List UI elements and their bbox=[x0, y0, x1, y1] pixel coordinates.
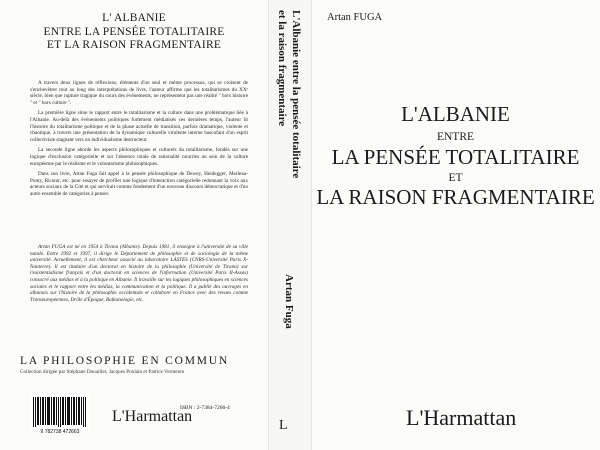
publisher-logo-text: L'Harmattan bbox=[112, 408, 193, 425]
front-author: Artan FUGA bbox=[327, 12, 383, 23]
spine-author: Artan Fuga bbox=[283, 274, 295, 329]
spine-title bbox=[275, 10, 303, 178]
author-bio-text: Artan FUGA est né en 1954 à Tirana (Albanie). Depuis 1981, il enseigne à l'université de sa ville natale. Entre 1992 et 1997, il dirige le Département de philosophie et de sociologie de la même université. Actuellement, il est chercheur associé au laboratoire LASTES (CNRS-Université Paris X-Nanterre). Il est titulaire d'un doctorat en histoire de la philosophie (Université de Tirana) sur l'existentialisme français et d'un doctorat en sciences de l'information (Université Paris II-Assas) consacré aux médias et à la politique en Albanie. Il travaille sur les logiques philosophiques en sciences sociales et le rapport entre les médias, la communication et la politique. Il a publié des ouvrages en albanais sur l'histoire de la philosophie occidentale et collabore en France avec des revues comme Transeuropéennes, Drôle d'Époque, Balkanologie, etc. bbox=[30, 244, 248, 303]
author-bio bbox=[30, 244, 248, 303]
front-title-line: LA RAISON FRAGMENTAIRE bbox=[316, 185, 595, 209]
front-title bbox=[311, 102, 600, 209]
front-title-line: LA PENSÉE TOTALITAIRE bbox=[331, 145, 580, 169]
summary-paragraph: Dans son livre, Artan Fuga fait appel à la pensée philosophique de Dewey, Heidegger, Merleau-Ponty, Ricœur, etc. pour essayer de profiler une logique d'interaction catégorielle redonnant la voix aux acteurs sociaux de la Cité et qui servirait comme fondement d'un nouveau discours démocratique et d'un autre ensemble de catégories à penser. bbox=[30, 171, 248, 197]
back-cover bbox=[0, 0, 268, 450]
back-title-line: ET LA RAISON FRAGMENTAIRE bbox=[46, 39, 222, 51]
spine-publisher-logo: L bbox=[279, 418, 288, 433]
summary-paragraph: A travers deux lignes de réflexions, éléments d'un seul et même processus, qui se croisent de s'enchevêtrer tout au long des interprétations de livre, l'auteur affirme que les totalitarismes du XXᵉ siècle, bien que rupture tragique du cours des événements, ne représentent pas une réalité " hors histoire " et " hors culture ". bbox=[30, 80, 248, 106]
front-cover bbox=[311, 0, 600, 450]
summary-paragraph: La première ligne situe le rapport entre le totalitarisme et la culture dans une problématique liée à l'Albanie. Au-delà des événements politiques fortement médiatisés ces dernières temps, l'auteur lit l'histoire du totalitarisme politique et de la phase actuelle de transition, parfois dramatique, violente et chaotique, à travers une présentation de la dynamique culturelle virulente interne bascufant d'un esprit collectiviste stagnant vers un individualisme destructeur. bbox=[30, 110, 248, 143]
front-title-line: L'ALBANIE bbox=[401, 102, 510, 126]
collection-direction: Collection dirigée par Stéphane Douailler, Jacques Poulain et Patrice Vermeren bbox=[20, 369, 185, 375]
back-title-line: ENTRE LA PENSÉE TOTALITAIRE bbox=[43, 25, 225, 38]
barcode-number: 9 782738 472663 bbox=[30, 429, 90, 435]
isbn: ISBN : 2-7384-7266-4 bbox=[180, 405, 230, 411]
spine bbox=[268, 0, 312, 450]
back-summary bbox=[30, 80, 248, 202]
spine-title-line: et la raison fragmentaire bbox=[276, 10, 288, 127]
barcode-icon bbox=[30, 395, 90, 429]
collection-name: LA PHILOSOPHIE EN COMMUN bbox=[20, 355, 230, 367]
back-title-line: L' ALBANIE bbox=[102, 12, 166, 24]
barcode bbox=[30, 395, 90, 437]
front-title-line: ET bbox=[448, 172, 463, 184]
summary-paragraph: La seconde ligne aborde les aspects philosophiques et culturels du totalitarisme, fondés sur une logique d'exclusion catégorielle et sur l'absence totale de rationalité nourries au sein de la culture européenne par le réalisme et le volontarisme philosophiques. bbox=[30, 147, 248, 167]
front-title-line: ENTRE bbox=[436, 131, 475, 143]
spine-title-line: L'Albanie entre la pensée totalitaire bbox=[290, 10, 302, 179]
publisher-logo-front bbox=[406, 405, 516, 431]
back-cover-title bbox=[0, 12, 268, 53]
publisher-logo-text: L'Harmattan bbox=[406, 405, 517, 430]
